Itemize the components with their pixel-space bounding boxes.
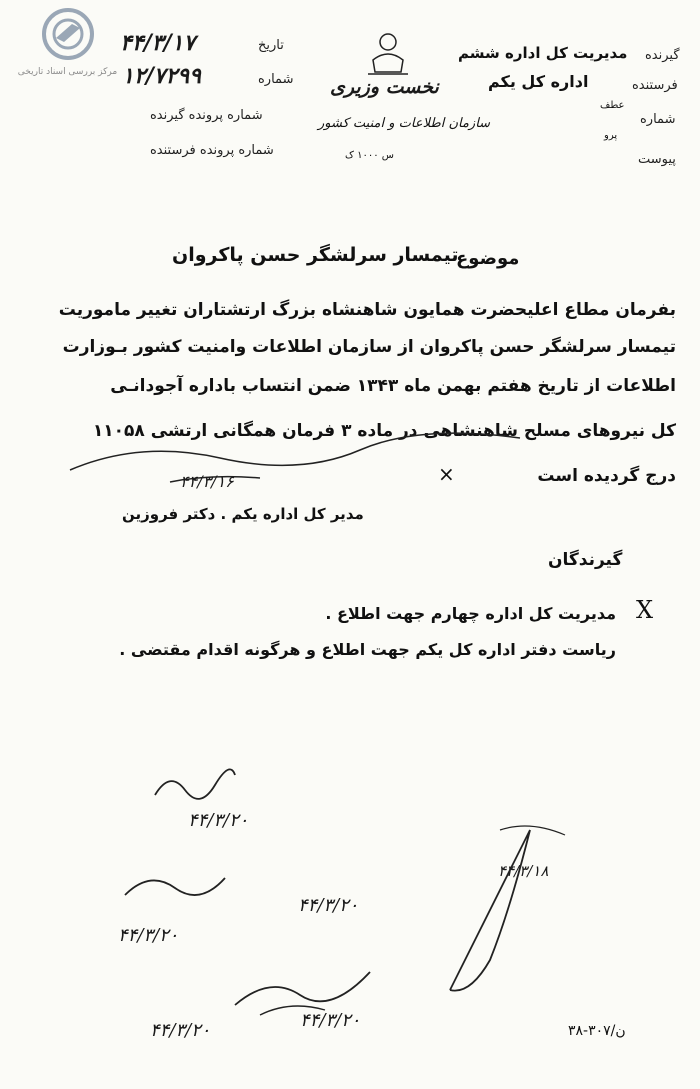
ref-label-top: عطف <box>600 100 625 111</box>
handwritten-note: ۴۴/۳/۲۰ <box>118 925 179 946</box>
handwritten-note: ۴۴/۳/۲۰ <box>298 895 359 916</box>
body-line: بفرمان مطاع اعلیحضرت همایون شاهنشاه بزرگ ارتشتاران تغییر ماموریت <box>58 300 676 320</box>
signature-flourish <box>60 430 530 490</box>
number-value: ۱۲/۷۲۹۹ <box>122 63 201 89</box>
date-value: ۴۴/۳/۱۷ <box>120 30 196 56</box>
handwritten-signature <box>440 810 570 1000</box>
recipients-heading: گیرندگان <box>548 550 623 570</box>
attachment-label: پیوست <box>638 152 676 167</box>
recipient-label: گیرنده <box>645 48 680 63</box>
handwritten-note: ۴۴/۳/۲۰ <box>300 1010 361 1031</box>
sender-file-label: شماره پرونده فرستنده <box>150 143 274 158</box>
body-line: درج گردیده است <box>537 466 676 486</box>
subject-label: موضوع <box>456 248 520 269</box>
handwritten-note: ۴۴/۳/۲۰ <box>188 810 249 831</box>
lion-and-sun-emblem-icon <box>353 30 423 80</box>
footer-code: ن/۳۰۷-۳۸ <box>568 1023 626 1039</box>
ref-label-bottom: پرو <box>604 130 618 141</box>
org-text: سازمان اطلاعات و امنیت کشور <box>318 116 491 131</box>
number-label: شماره <box>258 72 294 87</box>
sender-value: اداره کل یکم <box>488 72 589 91</box>
signature-initials: ۴۴/۳/۱۶ <box>180 472 234 491</box>
recipient-item: ریاست دفتر اداره کل یکم جهت اطلاع و هرگونه اقدام مقتضی . <box>119 640 616 659</box>
watermark <box>10 8 125 78</box>
body-line: کل نیروهای مسلح شاهنشاهی در ماده ۳ فرمان همگانی ارتشی ۱۱۰۵۸ <box>92 421 676 441</box>
sender-label: فرستنده <box>632 78 678 93</box>
handwritten-signature <box>230 960 380 1020</box>
recipient-file-label: شماره پرونده گیرنده <box>150 108 263 123</box>
end-mark: × <box>438 462 455 486</box>
recipient-item: مدیریت کل اداره چهارم جهت اطلاع . <box>325 604 616 623</box>
recipient-check-mark: X <box>636 596 654 624</box>
emblem <box>330 30 439 110</box>
handwritten-note: ۴۴/۳/۱۸ <box>498 862 549 880</box>
handwritten-signature <box>150 765 240 810</box>
handwritten-note: ۴۴/۳/۲۰ <box>150 1020 211 1041</box>
body-line: اطلاعات از تاریخ هفتم بهمن ماه ۱۳۴۳ ضمن انتساب باداره آجودانـی <box>110 376 676 396</box>
emblem-text: نخست وزیری <box>330 76 439 98</box>
org-code: س ۱۰۰۰ ک <box>345 150 395 161</box>
watermark-text: مرکز بررسی اسناد تاریخی <box>17 67 118 77</box>
body-line: تیمسار سرلشگر حسن پاکروان از سازمان اطلاعات وامنیت کشور بـوزارت <box>62 337 676 357</box>
recipient-value: مدیریت کل اداره ششم <box>458 44 628 62</box>
date-label: تاریخ <box>258 38 284 53</box>
handwritten-signature <box>120 860 230 905</box>
archive-logo-icon <box>10 8 125 63</box>
subject-text: تیمسار سرلشگر حسن پاکروان <box>172 244 459 266</box>
signatory: مدیر کل اداره یکم . دکتر فروزین <box>122 505 364 523</box>
ref-label-mid: شماره <box>640 112 676 127</box>
